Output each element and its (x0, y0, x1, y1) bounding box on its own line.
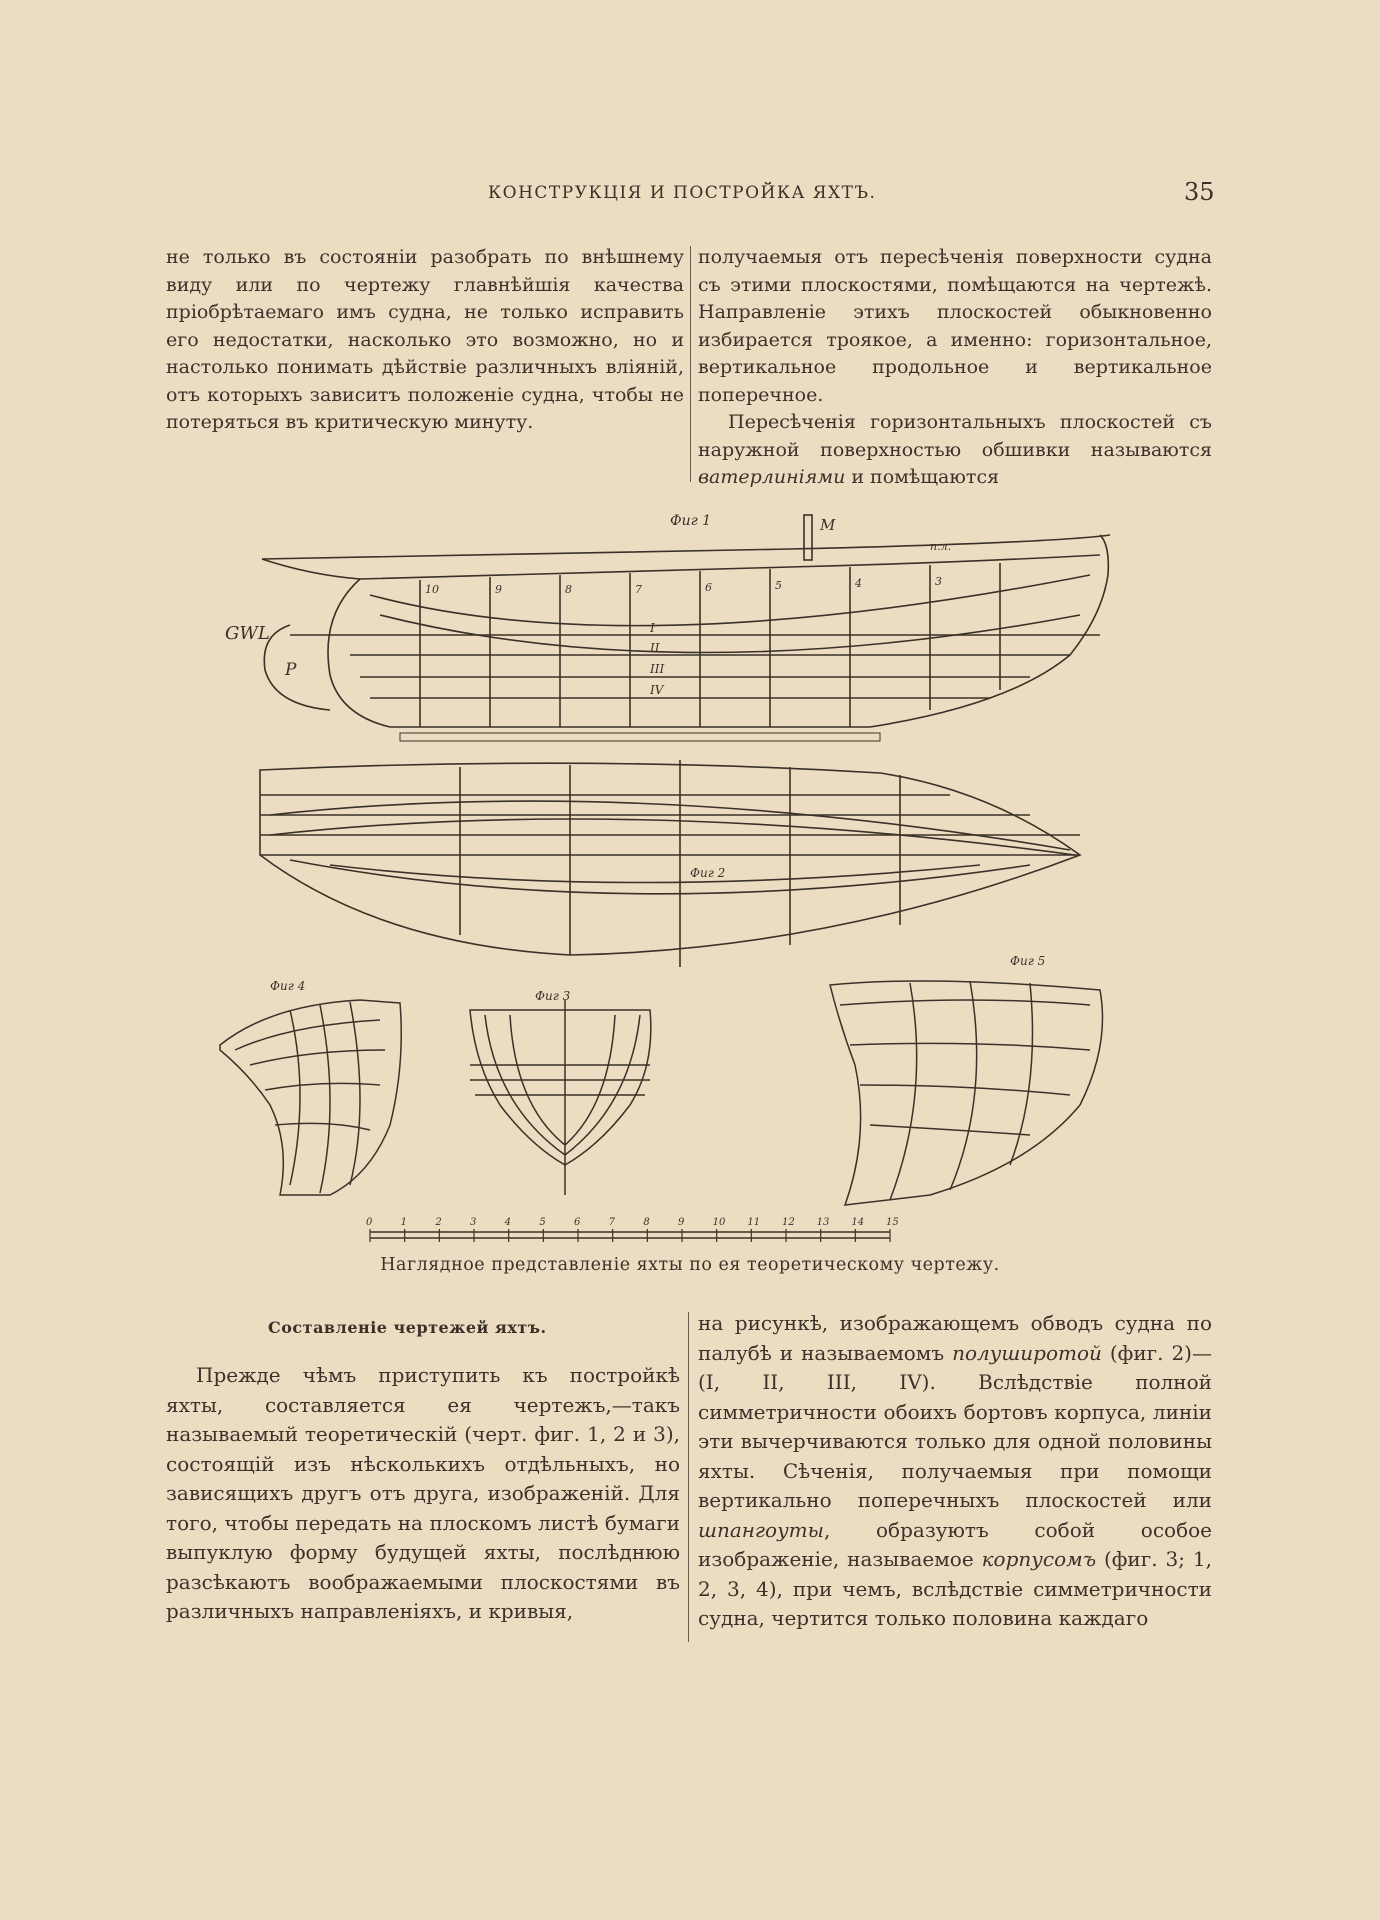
fig5-label: Фиг 5 (1010, 954, 1046, 968)
yacht-lines-plan (225, 505, 1130, 1250)
scale-tick-label: 9 (678, 1217, 685, 1228)
profile-buttock-2 (380, 615, 1080, 653)
section-heading: Составленіе чертежей яхтъ. (268, 1318, 547, 1337)
profile-buttock-1 (370, 575, 1090, 626)
halfbreadth-deck (260, 763, 1080, 955)
scale-tick-label: 7 (608, 1217, 616, 1228)
scale-tick-label: 2 (435, 1217, 442, 1228)
fig4-line-1 (235, 1020, 380, 1050)
bottom-right-column (698, 1309, 1212, 1634)
profile-sheer-line (262, 535, 1110, 559)
station-label-6: 6 (705, 581, 712, 594)
profile-mast-stub (804, 515, 812, 560)
fig4-label: Фиг 4 (270, 979, 306, 993)
scale-tick-label: 5 (539, 1217, 546, 1228)
term-frames: шпангоуты (698, 1517, 824, 1542)
waterline-label-I: I (650, 621, 655, 635)
top-right-column (698, 244, 1212, 492)
yacht-drawing-figure (225, 505, 1130, 1250)
scale-tick-label: 10 (712, 1217, 726, 1228)
bottom-left-column (166, 1361, 680, 1627)
fig5-line-2 (850, 1043, 1090, 1050)
scale-tick-label: 6 (574, 1217, 581, 1228)
mast-label: M (820, 516, 836, 534)
halfbreadth-lower (290, 860, 1030, 894)
station-label-8: 8 (565, 583, 572, 596)
station-label-10: 10 (425, 583, 439, 596)
profile-deck-line (262, 555, 1100, 579)
fig5-line-1 (840, 1000, 1090, 1005)
fig5-frame-1 (890, 983, 917, 1200)
fig5-line-3 (860, 1085, 1070, 1095)
station-label-7: 7 (635, 583, 642, 596)
scale-tick-label: 3 (470, 1217, 477, 1228)
scale-tick-label: 12 (782, 1217, 795, 1228)
rudder-label: P (285, 660, 297, 680)
fig4-frame-2 (350, 1002, 360, 1185)
station-label-4: 4 (855, 577, 862, 590)
figure-caption: Наглядное представленіе яхты по ея теоретическому чертежу. (380, 1255, 1000, 1275)
scale-tick-label: 13 (816, 1217, 830, 1228)
scale-tick-label: 4 (504, 1217, 512, 1228)
fig4-line-3 (265, 1083, 380, 1090)
profile-rudder (264, 625, 330, 710)
profile-keel-hatch (400, 733, 880, 741)
term-body-plan: корпусомъ (981, 1547, 1097, 1571)
station-label-5: 5 (775, 579, 782, 592)
term-half-breadth: полуширотой (952, 1340, 1102, 1365)
fig3-label: Фиг 3 (535, 989, 571, 1003)
bottom-right-paragraph: на рисункѣ, изображающемъ обводъ судна по палубѣ и называемомъ полуширотой (фиг. 2)—(I, II, III, IV). Вслѣдствіе полной симметричности обоихъ бортовъ корпуса, линіи эти вычерчиваются только для одной половины яхты. Сѣченія, получаемыя при помощи вертикально поперечныхъ плоскостей или шпангоуты, образуютъ собой особое изображеніе, называемое корпусомъ (фиг. 3; 1, 2, 3, 4), при чемъ, вслѣдствіе симметричности судна, чертится только половина каждаго (698, 1311, 1212, 1630)
fig2-label: Фиг 2 (690, 866, 726, 880)
scale-tick-label: 1 (400, 1217, 408, 1228)
fig4-hull-outline (220, 1000, 401, 1195)
waterline-label-II: II (650, 641, 660, 655)
fig1-label: Фиг 1 (670, 513, 712, 529)
station-label-9: 9 (495, 583, 502, 596)
deck-label-profile: п.л. (930, 540, 952, 553)
halfbreadth-diag-2 (270, 819, 1075, 855)
scale-tick-label: 0 (366, 1217, 373, 1228)
waterline-label-IV: IV (650, 683, 664, 697)
column-divider-bottom (688, 1312, 689, 1642)
scale-tick-label: 14 (851, 1217, 865, 1228)
top-left-paragraph: не только въ состояніи разобрать по внѣшнему виду или по чертежу главнѣйшія качества пріобрѣтаемаго имъ судна, не только исправить его недостатки, насколько это возможно, но и настолько понимать дѣйствіе различныхъ вліяній, отъ которыхъ зависитъ положеніе судна, чтобы не потеряться въ критическую минуту. (166, 246, 684, 433)
scale-tick-label: 15 (886, 1217, 899, 1228)
fig4-line-4 (275, 1123, 370, 1130)
fig4-frame-1 (320, 1005, 330, 1193)
scale-tick-label: 11 (747, 1217, 761, 1228)
top-right-paragraph-1: получаемыя отъ пересѣченія поверхности судна съ этими плоскостями, помѣщаются на чертежѣ. Направленіе этихъ плоскостей обыкновенно избирается троякое, а именно: горизонтальное, вертикальное продольное и вертикальное поперечное. (698, 246, 1212, 406)
halfbreadth-diag-1 (270, 801, 1070, 850)
profile-keel (328, 579, 870, 727)
top-right-paragraph-2: Пересѣченія горизонтальныхъ плоскостей съ наружной поверхностью обшивки называются ватерлиніями и помѣщаются (698, 411, 1212, 488)
page-number: 35 (1184, 178, 1215, 206)
fig5-line-4 (870, 1125, 1030, 1135)
station-label-3: 3 (935, 575, 942, 588)
gwl-label: GWL (225, 623, 270, 644)
running-title: КОНСТРУКЦІЯ И ПОСТРОЙКА ЯХТЪ. (488, 183, 877, 203)
top-left-column (166, 244, 684, 437)
fig4-line-2 (250, 1050, 385, 1065)
halfbreadth-lower-2 (330, 865, 980, 883)
fig5-frame-3 (1010, 983, 1033, 1165)
column-divider-top (690, 246, 691, 482)
scale-tick-label: 8 (643, 1217, 650, 1228)
waterline-label-III: III (650, 662, 665, 676)
bottom-left-paragraph: Прежде чѣмъ приступить къ постройкѣ яхты, составляется ея чертежъ,—такъ называемый теоретическій (черт. фиг. 1, 2 и 3), состоящій изъ нѣсколькихъ отдѣльныхъ, но зависящихъ другъ отъ друга, изображеній. Для того, чтобы передать на плоскомъ листѣ бумаги выпуклую форму будущей яхты, послѣднюю разсѣкаютъ воображаемыми плоскостями въ различныхъ направленіяхъ, и кривыя, (166, 1363, 680, 1623)
term-waterlines: ватерлиніями (698, 466, 846, 488)
fig5-frame-2 (950, 981, 977, 1190)
fig4-frame-3 (290, 1010, 300, 1185)
fig5-hull-outline (830, 981, 1103, 1205)
